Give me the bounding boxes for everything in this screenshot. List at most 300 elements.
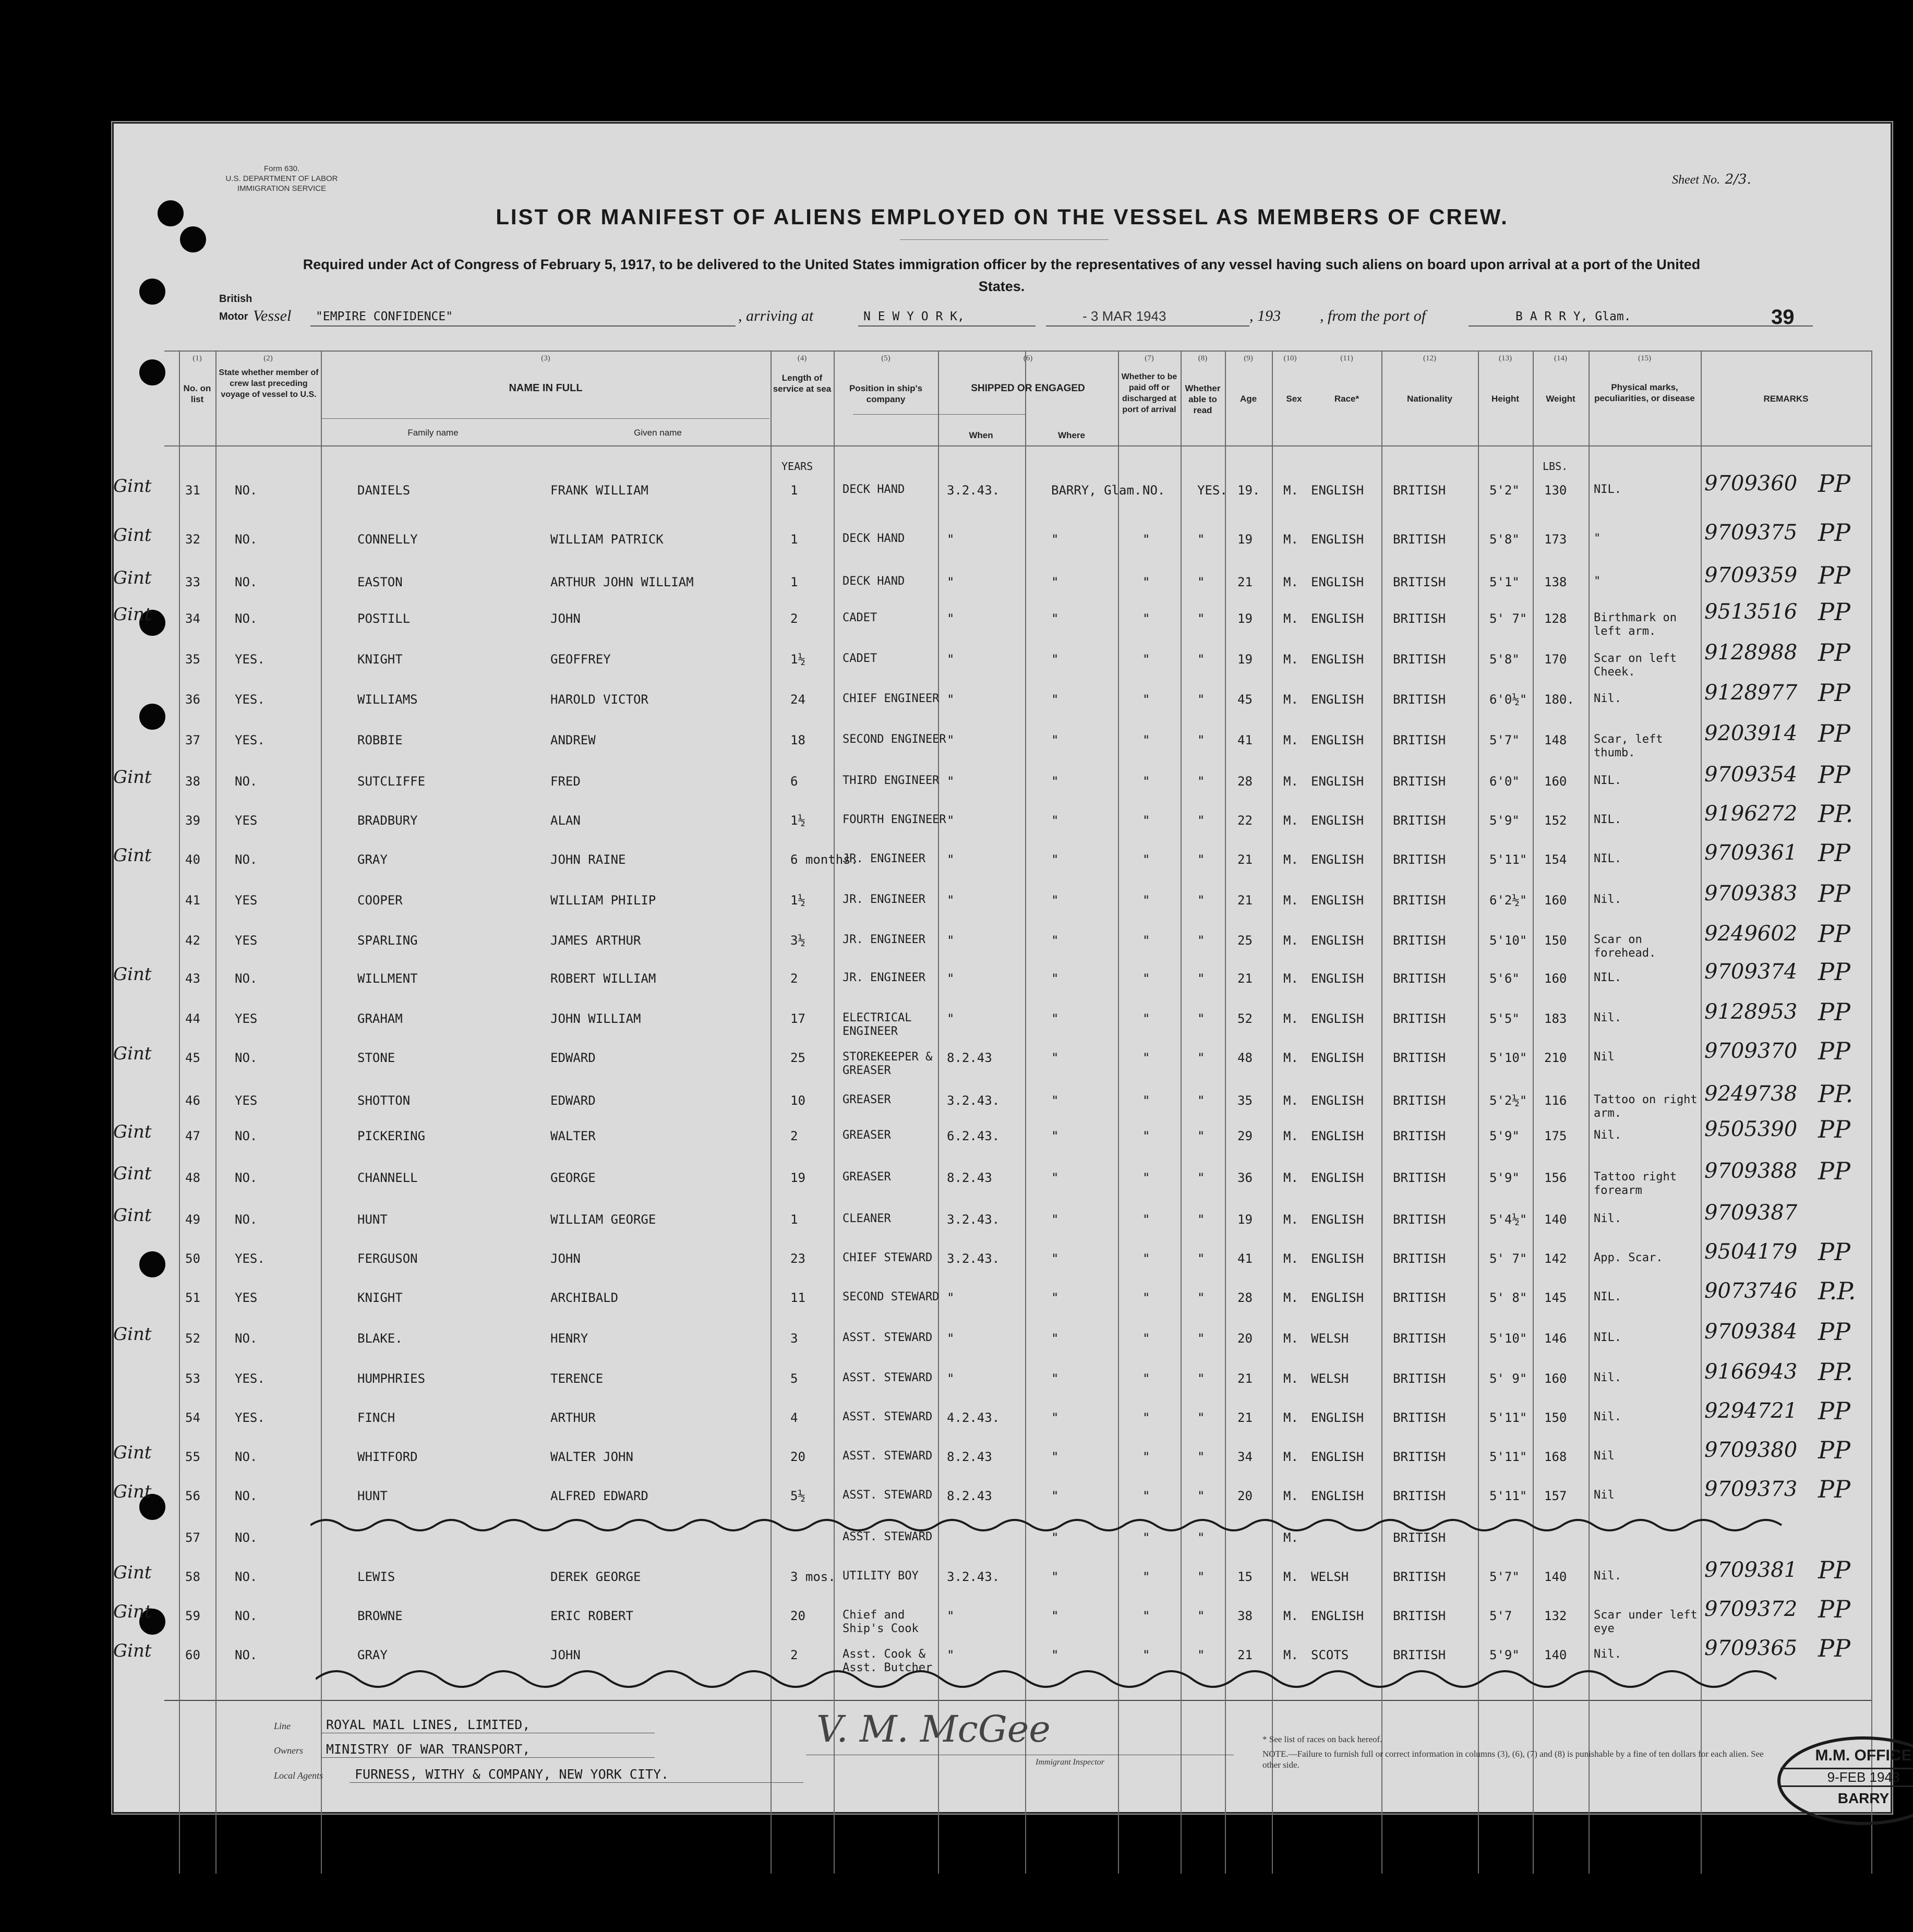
height: 5' 8" (1489, 1290, 1527, 1305)
able-to-read: " (1197, 1331, 1205, 1346)
physical-marks: NIL. (1594, 1331, 1621, 1344)
position: DECK HAND (843, 483, 905, 496)
nationality: BRITISH (1393, 1609, 1446, 1623)
position: ASST. STEWARD (843, 1489, 933, 1502)
annotation: Gint (113, 1324, 152, 1345)
sex: M. (1283, 1410, 1298, 1425)
physical-marks: App. Scar. (1594, 1251, 1663, 1264)
shipped-where: " (1051, 1450, 1059, 1464)
height: 5'9" (1489, 1170, 1520, 1185)
family-name: POSTILL (357, 611, 411, 626)
stamp-date: 9-FEB 1943 (1780, 1768, 1913, 1787)
length-of-service: 19 (790, 1170, 805, 1185)
family-name: LEWIS (357, 1569, 395, 1584)
able-to-read: " (1197, 1251, 1205, 1266)
nationality: BRITISH (1393, 1371, 1446, 1386)
physical-marks: Nil. (1594, 1569, 1621, 1583)
race: ENGLISH (1311, 652, 1364, 667)
shipped-when: 4.2.43. (947, 1410, 1000, 1425)
punch-hole (139, 1251, 165, 1277)
agents-value: FURNESS, WITHY & COMPANY, NEW YORK CITY. (355, 1767, 669, 1782)
position: ELECTRICAL ENGINEER (843, 1011, 912, 1038)
shipped-where: " (1051, 1569, 1059, 1584)
department-name: U.S. DEPARTMENT OF LABOR (225, 174, 338, 183)
height: 5'4½" (1489, 1212, 1527, 1227)
given-name: ARCHIBALD (550, 1290, 619, 1305)
header-age: Age (1240, 394, 1257, 404)
remark-number: 9709381 (1704, 1558, 1798, 1582)
sex: M. (1283, 1569, 1298, 1584)
given-name: GEORGE (550, 1170, 596, 1185)
given-name: WALTER JOHN (550, 1450, 633, 1464)
able-to-read: " (1197, 733, 1205, 747)
position: CHIEF ENGINEER (843, 692, 940, 705)
paid-off: " (1142, 532, 1150, 547)
weight: 168 (1544, 1450, 1567, 1464)
header-state-member: State whether member of crew last preceding voyage of vessel to U.S. (219, 368, 319, 399)
previous-voyage: YES (235, 1290, 258, 1305)
weight: 140 (1544, 1648, 1567, 1662)
row-number: 43 (185, 971, 200, 986)
height: 6'2½" (1489, 893, 1527, 908)
previous-voyage: YES. (235, 733, 265, 747)
remark-number: 9128977 (1704, 681, 1798, 705)
sex: M. (1283, 733, 1298, 747)
age: 21 (1237, 1648, 1253, 1662)
height: 5'2" (1489, 483, 1520, 498)
sheet-label: Sheet No. (1672, 173, 1720, 187)
pp-initials: PP (1818, 760, 1850, 789)
sex: M. (1283, 971, 1298, 986)
sex: M. (1283, 1011, 1298, 1026)
column-number: (7) (1145, 354, 1154, 363)
remark-number: 9709384 (1704, 1320, 1798, 1344)
shipped-when: " (947, 652, 955, 667)
physical-marks: Scar on left Cheek. (1594, 652, 1677, 679)
pp-initials: PP (1818, 1475, 1850, 1503)
shipped-when: 6.2.43. (947, 1129, 1000, 1143)
race: ENGLISH (1311, 483, 1364, 498)
weight: 130 (1544, 483, 1567, 498)
remark-number: 9709388 (1704, 1159, 1798, 1183)
header-height: Height (1491, 394, 1519, 404)
height: 5'10" (1489, 933, 1527, 948)
paid-off: " (1142, 1648, 1150, 1662)
given-name: ERIC ROBERT (550, 1609, 633, 1623)
paid-off: " (1142, 1170, 1150, 1185)
age: 21 (1237, 852, 1253, 867)
remark-number: 9709359 (1704, 563, 1798, 587)
annotation: Gint (113, 525, 152, 546)
pp-initials: P.P. (1818, 1277, 1856, 1305)
sex: M. (1283, 575, 1298, 589)
shipped-when: 3.2.43. (947, 1251, 1000, 1266)
annotation: Gint (113, 567, 152, 588)
nationality: BRITISH (1393, 1489, 1446, 1503)
weight: 128 (1544, 611, 1567, 626)
height: 6'0½" (1489, 692, 1527, 707)
height: 6'0" (1489, 774, 1520, 789)
sex: M. (1283, 813, 1298, 828)
race: ENGLISH (1311, 852, 1364, 867)
column-number: (15) (1638, 354, 1651, 363)
vessel-type: Motor (219, 311, 248, 322)
pp-initials: PP (1818, 1037, 1850, 1065)
family-name: EASTON (357, 575, 403, 589)
race: ENGLISH (1311, 1410, 1364, 1425)
length-of-service: 1½ (790, 813, 805, 828)
family-name: KNIGHT (357, 1290, 403, 1305)
annotation: Gint (113, 1205, 152, 1226)
penalty-note: NOTE.—Failure to furnish full or correct information in columns (3), (6), (7) and (8) is punishable by a fine of ten dollars for each alien. See other side. (1262, 1749, 1764, 1770)
header-able-read: Whether able to read (1185, 383, 1221, 415)
age: 19 (1237, 532, 1253, 547)
paid-off: " (1142, 893, 1150, 908)
height: 5'7" (1489, 1569, 1520, 1584)
shipped-where: " (1051, 1251, 1059, 1266)
pp-initials: PP (1818, 998, 1850, 1026)
shipped-where: " (1051, 611, 1059, 626)
race: WELSH (1311, 1371, 1349, 1386)
strike-line (310, 1515, 1797, 1536)
shipped-when: 8.2.43 (947, 1489, 992, 1503)
row-number: 58 (185, 1569, 200, 1584)
punch-hole (180, 226, 206, 252)
height: 5'8" (1489, 652, 1520, 667)
arriving-label: , arriving at (738, 307, 814, 324)
given-name: FRED (550, 774, 581, 789)
previous-voyage: NO. (235, 774, 258, 789)
race: ENGLISH (1311, 733, 1364, 747)
length-of-service: 2 (790, 611, 798, 626)
length-of-service: 1 (790, 1212, 798, 1227)
given-name: DEREK GEORGE (550, 1569, 641, 1584)
previous-voyage: NO. (235, 1609, 258, 1623)
able-to-read: " (1197, 1609, 1205, 1623)
sex: M. (1283, 1530, 1298, 1545)
row-number: 50 (185, 1251, 200, 1266)
race: ENGLISH (1311, 813, 1364, 828)
length-of-service: 23 (790, 1251, 805, 1266)
age: 36 (1237, 1170, 1253, 1185)
row-number: 31 (185, 483, 200, 498)
sheet-number-block (1672, 172, 1751, 187)
annotation: Gint (113, 1043, 152, 1064)
paid-off: " (1142, 971, 1150, 986)
column-number: (5) (881, 354, 891, 363)
length-of-service: 3½ (790, 933, 805, 948)
nationality: BRITISH (1393, 971, 1446, 986)
height: 5'1" (1489, 575, 1520, 589)
mm-office-stamp (1777, 1736, 1913, 1825)
sex: M. (1283, 1609, 1298, 1623)
given-name: WALTER (550, 1129, 596, 1143)
shipped-where: " (1051, 1011, 1059, 1026)
family-name: HUMPHRIES (357, 1371, 426, 1386)
row-number: 44 (185, 1011, 200, 1026)
pp-initials: PP (1818, 1238, 1850, 1266)
pp-initials: PP (1818, 1157, 1850, 1185)
header-position: Position in ship's company (849, 383, 923, 404)
line-label: Line (274, 1721, 291, 1731)
able-to-read: " (1197, 1648, 1205, 1662)
header-when: When (969, 430, 993, 440)
nationality: BRITISH (1393, 483, 1446, 498)
nationality: BRITISH (1393, 733, 1446, 747)
family-name: KNIGHT (357, 652, 403, 667)
height: 5'9" (1489, 1648, 1520, 1662)
weight: 160 (1544, 774, 1567, 789)
shipped-when: " (947, 893, 955, 908)
position: UTILITY BOY (843, 1569, 919, 1583)
length-of-service: 2 (790, 1129, 798, 1143)
annotation: Gint (113, 604, 152, 625)
family-name: BROWNE (357, 1609, 403, 1623)
remark-number: 9709361 (1704, 841, 1798, 865)
position: GREASER (843, 1129, 891, 1142)
previous-voyage: YES. (235, 1371, 265, 1386)
previous-voyage: YES (235, 933, 258, 948)
sex: M. (1283, 1450, 1298, 1464)
shipped-where: " (1051, 1170, 1059, 1185)
physical-marks: Scar on forehead. (1594, 933, 1656, 960)
physical-marks: Nil (1594, 1050, 1615, 1064)
nationality: BRITISH (1393, 652, 1446, 667)
age: 45 (1237, 692, 1253, 707)
physical-marks: Nil. (1594, 692, 1621, 705)
physical-marks: Scar, left thumb. (1594, 733, 1663, 759)
weight: 160 (1544, 971, 1567, 986)
shipped-where: " (1051, 1530, 1059, 1545)
age: 21 (1237, 971, 1253, 986)
length-of-service: 6 months. (790, 852, 859, 867)
position: GREASER (843, 1093, 891, 1106)
family-name: GRAY (357, 852, 388, 867)
nationality: BRITISH (1393, 1331, 1446, 1346)
previous-voyage: YES (235, 1093, 258, 1108)
annotation: Gint (113, 767, 152, 788)
family-name: SHOTTON (357, 1093, 411, 1108)
length-of-service: 17 (790, 1011, 805, 1026)
weight: 145 (1544, 1290, 1567, 1305)
able-to-read: " (1197, 1050, 1205, 1065)
nationality: BRITISH (1393, 611, 1446, 626)
remark-number: 9294721 (1704, 1399, 1798, 1423)
physical-marks: Nil. (1594, 1648, 1621, 1661)
length-of-service: 1 (790, 532, 798, 547)
family-name: COOPER (357, 893, 403, 908)
pp-initials: PP (1818, 1397, 1850, 1425)
row-number: 38 (185, 774, 200, 789)
row-number: 40 (185, 852, 200, 867)
able-to-read: " (1197, 1489, 1205, 1503)
row-number: 33 (185, 575, 200, 589)
shipped-when: " (947, 692, 955, 707)
able-to-read: YES. (1197, 483, 1228, 498)
age: 20 (1237, 1489, 1253, 1503)
able-to-read: " (1197, 1011, 1205, 1026)
header-shipped: SHIPPED OR ENGAGED (971, 383, 1085, 394)
weight: 183 (1544, 1011, 1567, 1026)
family-name: GRAY (357, 1648, 388, 1662)
sex: M. (1283, 652, 1298, 667)
previous-voyage: YES. (235, 1251, 265, 1266)
weight: 157 (1544, 1489, 1567, 1503)
given-name: WILLIAM PATRICK (550, 532, 664, 547)
position: JR. ENGINEER (843, 893, 925, 906)
race: ENGLISH (1311, 575, 1364, 589)
sex: M. (1283, 1251, 1298, 1266)
physical-marks: NIL. (1594, 813, 1621, 826)
remark-number: 9073746 (1704, 1279, 1798, 1303)
position: SECOND STEWARD (843, 1290, 940, 1303)
family-name: HUNT (357, 1212, 388, 1227)
shipped-when: 8.2.43 (947, 1050, 992, 1065)
lbs-unit: LBS. (1543, 460, 1568, 473)
weight: 142 (1544, 1251, 1567, 1266)
sex: M. (1283, 532, 1298, 547)
weight: 173 (1544, 532, 1567, 547)
age: 21 (1237, 1410, 1253, 1425)
length-of-service: 2 (790, 1648, 798, 1662)
sex: M. (1283, 1093, 1298, 1108)
paid-off: NO. (1142, 483, 1165, 498)
physical-marks: NIL. (1594, 1290, 1621, 1303)
manifest-title: LIST OR MANIFEST OF ALIENS EMPLOYED ON THE VESSEL AS MEMBERS OF CREW. (496, 204, 1509, 229)
physical-marks: Tattoo right forearm (1594, 1170, 1677, 1197)
race: ENGLISH (1311, 611, 1364, 626)
physical-marks: NIL. (1594, 852, 1621, 865)
stamp-office: M.M. OFFICE (1815, 1747, 1912, 1764)
family-name: WILLIAMS (357, 692, 418, 707)
sex: M. (1283, 774, 1298, 789)
shipped-where: " (1051, 813, 1059, 828)
nationality: BRITISH (1393, 1050, 1446, 1065)
able-to-read: " (1197, 1371, 1205, 1386)
column-number: (6) (1023, 354, 1033, 363)
family-name: CHANNELL (357, 1170, 418, 1185)
pp-initials: PP (1818, 958, 1850, 986)
weight: 180. (1544, 692, 1574, 707)
family-name: FERGUSON (357, 1251, 418, 1266)
pp-initials: PP (1818, 1556, 1850, 1584)
length-of-service: 1½ (790, 893, 805, 908)
row-number: 42 (185, 933, 200, 948)
given-name: HENRY (550, 1331, 588, 1346)
annotation: Gint (113, 964, 152, 985)
shipped-when: " (947, 611, 955, 626)
previous-voyage: NO. (235, 1331, 258, 1346)
age: 29 (1237, 1129, 1253, 1143)
able-to-read: " (1197, 532, 1205, 547)
able-to-read: " (1197, 1170, 1205, 1185)
column-number: (12) (1423, 354, 1436, 363)
physical-marks: " (1594, 575, 1601, 588)
race: ENGLISH (1311, 1050, 1364, 1065)
remark-number: 9513516 (1704, 600, 1798, 624)
header-sex: Sex (1286, 394, 1302, 404)
shipped-when: 3.2.43. (947, 1212, 1000, 1227)
shipped-when: " (947, 774, 955, 789)
position: JR. ENGINEER (843, 933, 925, 946)
given-name: WILLIAM GEORGE (550, 1212, 656, 1227)
row-number: 37 (185, 733, 200, 747)
nationality: BRITISH (1393, 575, 1446, 589)
position: CHIEF STEWARD (843, 1251, 933, 1264)
row-number: 52 (185, 1331, 200, 1346)
previous-voyage: NO. (235, 1648, 258, 1662)
position: THIRD ENGINEER (843, 774, 940, 787)
shipped-where: BARRY, Glam. (1051, 483, 1142, 498)
length-of-service: 1½ (790, 652, 805, 667)
physical-marks: Tattoo on right arm. (1594, 1093, 1698, 1120)
weight: 154 (1544, 852, 1567, 867)
able-to-read: " (1197, 1410, 1205, 1425)
punch-hole (139, 704, 165, 730)
age: 20 (1237, 1331, 1253, 1346)
nationality: BRITISH (1393, 1569, 1446, 1584)
remark-number: 9709365 (1704, 1636, 1798, 1660)
shipped-where: " (1051, 1129, 1059, 1143)
shipped-when: 8.2.43 (947, 1450, 992, 1464)
given-name: ALFRED EDWARD (550, 1489, 648, 1503)
pp-initials: PP (1818, 561, 1850, 589)
header-remarks: REMARKS (1763, 394, 1809, 404)
remark-number: 9249738 (1704, 1082, 1798, 1106)
race: ENGLISH (1311, 1609, 1364, 1623)
sex: M. (1283, 1129, 1298, 1143)
column-number: (9) (1244, 354, 1253, 363)
able-to-read: " (1197, 692, 1205, 707)
remark-number: 9128953 (1704, 1000, 1798, 1024)
remark-number: 9709373 (1704, 1477, 1798, 1501)
shipped-when: " (947, 813, 955, 828)
given-name: TERENCE (550, 1371, 604, 1386)
given-name: JOHN RAINE (550, 852, 626, 867)
remark-number: 9709383 (1704, 882, 1798, 905)
sheet-number: 2/3. (1725, 172, 1751, 187)
nationality: BRITISH (1393, 1410, 1446, 1425)
length-of-service: 5 (790, 1371, 798, 1386)
pp-initials: PP. (1818, 1080, 1854, 1108)
age: 21 (1237, 893, 1253, 908)
able-to-read: " (1197, 575, 1205, 589)
paid-off: " (1142, 652, 1150, 667)
length-of-service: 5½ (790, 1489, 805, 1503)
nationality: BRITISH (1393, 1648, 1446, 1662)
shipped-where: " (1051, 1212, 1059, 1227)
height: 5'2½" (1489, 1093, 1527, 1108)
previous-voyage: NO. (235, 575, 258, 589)
paid-off: " (1142, 1093, 1150, 1108)
previous-voyage: NO. (235, 1450, 258, 1464)
age: 21 (1237, 575, 1253, 589)
length-of-service: 3 (790, 1331, 798, 1346)
paid-off: " (1142, 774, 1150, 789)
nationality: BRITISH (1393, 1011, 1446, 1026)
row-number: 57 (185, 1530, 200, 1545)
race: SCOTS (1311, 1648, 1349, 1662)
position: CLEANER (843, 1212, 891, 1225)
shipped-where: " (1051, 933, 1059, 948)
family-name: WILLMENT (357, 971, 418, 986)
header-where: Where (1058, 430, 1085, 440)
able-to-read: " (1197, 652, 1205, 667)
height: 5' 7" (1489, 1251, 1527, 1266)
manifest-subtitle: Required under Act of Congress of February 5, 1917, to be delivered to the United States immigration officer by the representatives of any vessel having such aliens on board upon arrival at a port of the United States. (303, 257, 1701, 294)
remark-number: 9709387 (1704, 1201, 1798, 1225)
row-number: 34 (185, 611, 200, 626)
